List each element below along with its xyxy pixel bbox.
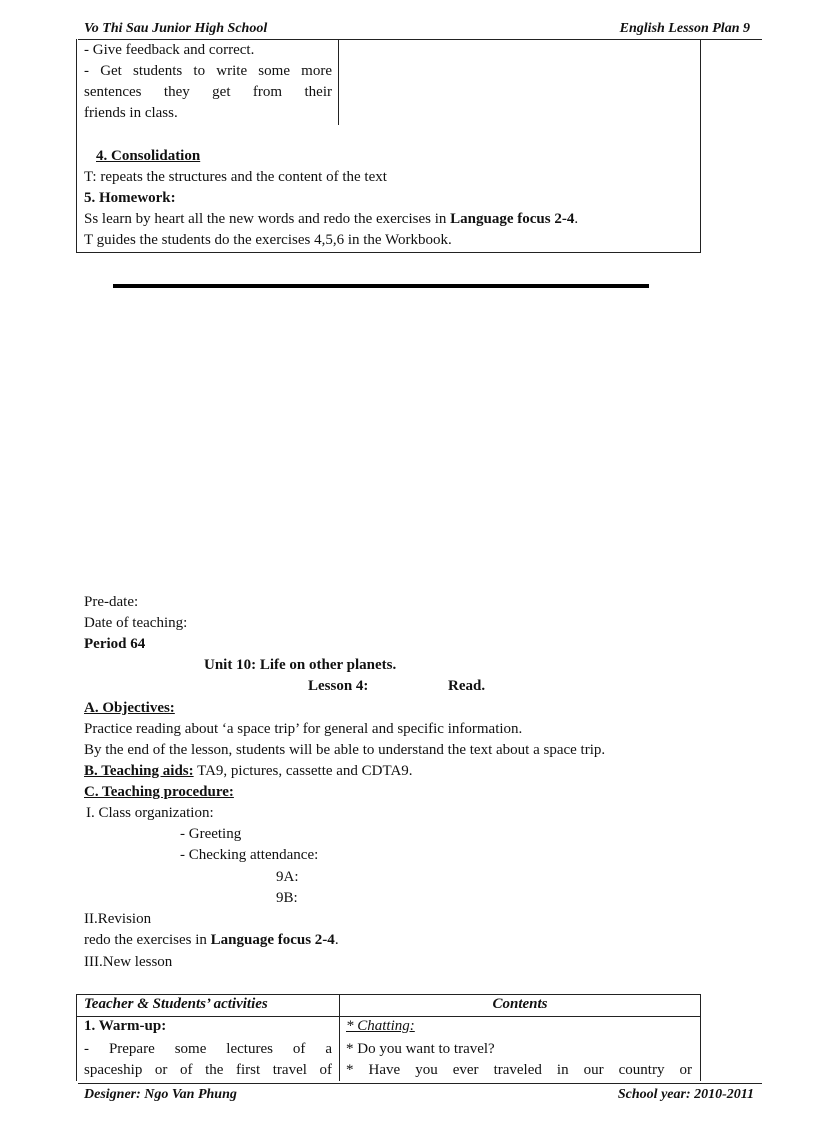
warmup-right-cell [346, 1039, 692, 1081]
objectives-title: A. Objectives: [84, 700, 175, 716]
period-mark: . [574, 211, 579, 227]
aids-text: TA9, pictures, cassette and CDTA9. [193, 763, 413, 779]
unit-title: Unit 10: Life on other planets. [204, 657, 397, 673]
footer-rule [78, 1083, 762, 1084]
pre-date: Pre-date: [84, 594, 139, 610]
lesson-name: Read. [448, 678, 486, 694]
language-focus-ref: Language focus 2-4 [210, 932, 335, 948]
top-table-right-border [700, 39, 701, 253]
list-item: friends in class. [84, 105, 178, 121]
period: Period 64 [84, 636, 146, 652]
revision-title: II.Revision [84, 911, 152, 927]
list-item: * Do you want to travel? [346, 1041, 495, 1057]
consolidation-text: T: repeats the structures and the content of the text [84, 169, 387, 185]
section-divider [113, 284, 649, 288]
period-mark: . [334, 932, 339, 948]
new-lesson-title: III.New lesson [84, 954, 173, 970]
class-9b: 9B: [276, 890, 298, 906]
revision-text-a: redo the exercises in [84, 932, 211, 948]
bottom-table-top-border [76, 994, 701, 995]
list-item: * Have you ever traveled in our country or [346, 1062, 692, 1078]
top-table-bottom-border [76, 252, 701, 253]
class-9a: 9A: [276, 869, 299, 885]
checking-attendance: - Checking attendance: [180, 847, 319, 863]
aids-title: B. Teaching aids: [84, 763, 194, 779]
homework-title: 5. Homework: [84, 190, 176, 206]
language-focus-ref: Language focus 2-4 [450, 211, 575, 227]
list-item: spaceship or of the first travel of [84, 1062, 332, 1078]
top-table-left-border [76, 39, 77, 253]
top-left-cell [84, 40, 332, 124]
class-organization: I. Class organization: [86, 805, 214, 821]
procedure-title: C. Teaching procedure: [84, 784, 234, 800]
revision-text [84, 932, 339, 949]
list-item: - Get students to write some more [84, 63, 332, 79]
col-header-activities: Teacher & Students’ activities [84, 996, 268, 1012]
greeting: - Greeting [180, 826, 242, 842]
list-item: - Prepare some lectures of a [84, 1041, 332, 1057]
teaching-aids [84, 763, 413, 780]
chatting-title: * Chatting: [346, 1018, 415, 1034]
warmup-left-cell [84, 1039, 332, 1081]
warmup-title: 1. Warm-up: [84, 1018, 167, 1034]
col-header-contents: Contents [492, 996, 548, 1012]
header-school: Vo Thi Sau Junior High School [84, 21, 268, 36]
list-item: sentences they get from their [84, 84, 332, 100]
bottom-table-left-border [76, 994, 77, 1081]
homework-text: Ss learn by heart all the new words and redo the exercises in [84, 211, 451, 227]
header-plan: English Lesson Plan 9 [619, 21, 750, 36]
objective-2: By the end of the lesson, students will be able to understand the text about a space trip. [84, 742, 606, 758]
bottom-table-header-rule [76, 1016, 701, 1017]
homework-line-1 [84, 211, 578, 228]
footer-designer: Designer: Ngo Van Phung [84, 1087, 237, 1102]
lesson-label: Lesson 4: [308, 678, 369, 694]
footer-school-year: School year: 2010-2011 [617, 1087, 754, 1102]
date-of-teaching: Date of teaching: [84, 615, 188, 631]
homework-line-2: T guides the students do the exercises 4,5,6 in the Workbook. [84, 232, 452, 248]
top-table-divider [338, 39, 339, 125]
consolidation-title: 4. Consolidation [96, 148, 201, 164]
bottom-table-right-border [700, 994, 701, 1081]
objective-1: Practice reading about ‘a space trip’ for general and specific information. [84, 721, 523, 737]
list-item: - Give feedback and correct. [84, 42, 255, 58]
